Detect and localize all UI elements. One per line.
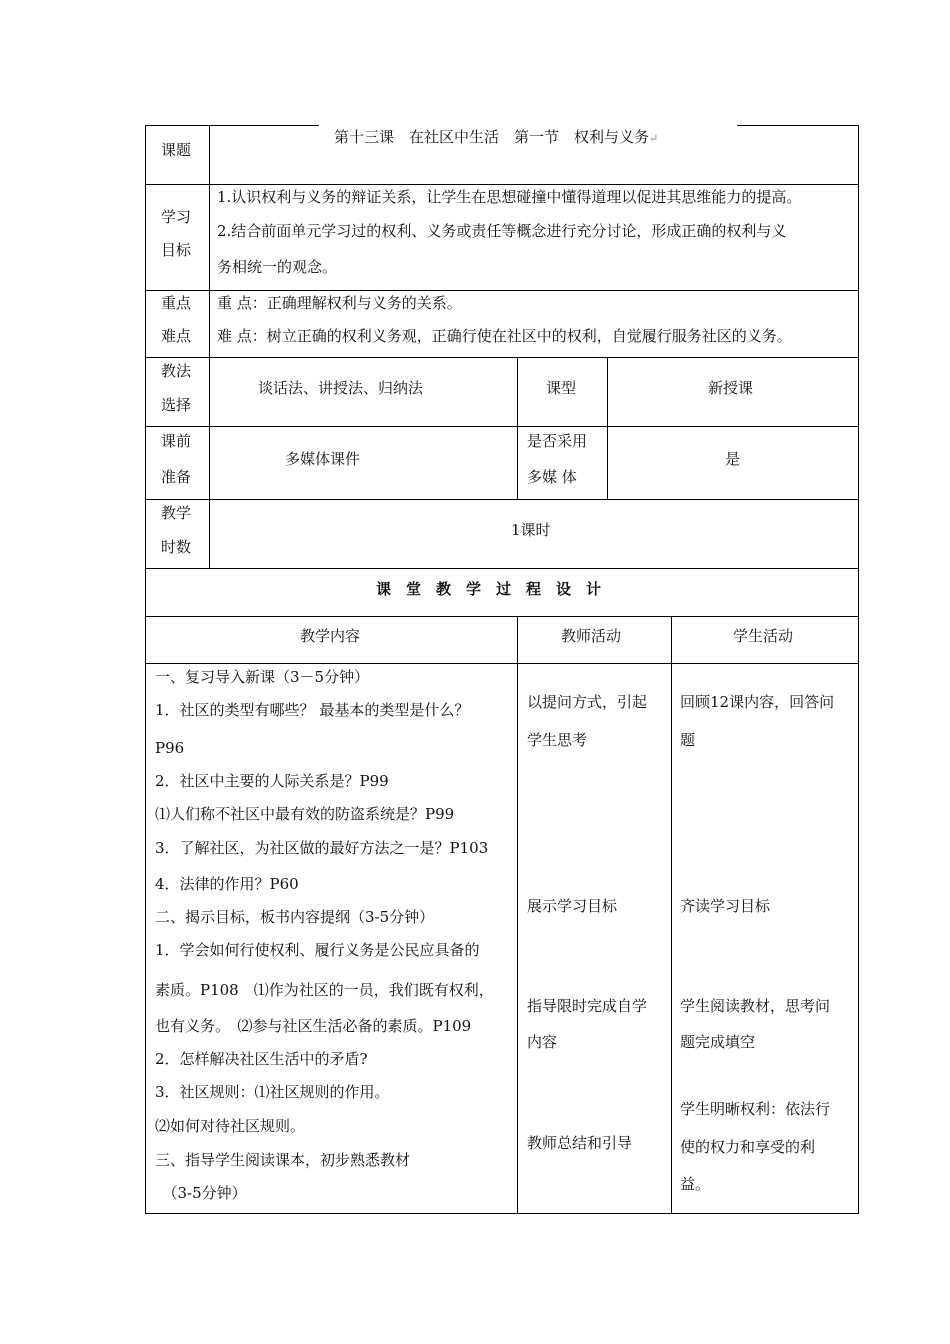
type-value: 新授课 <box>708 379 754 397</box>
student-activity-line: 学生明晰权利：依法行 <box>680 1100 831 1118</box>
content-line: 二、揭示目标，板书内容提纲（3-5分钟） <box>155 908 435 926</box>
student-activity-line: 题完成填空 <box>680 1033 756 1051</box>
content-line: 2．怎样解决社区生活中的矛盾? <box>155 1050 368 1068</box>
student-activity-line: 益。 <box>680 1175 711 1193</box>
row-divider <box>145 426 859 427</box>
row-divider <box>145 357 859 358</box>
row-divider <box>145 568 859 569</box>
student-activity-line: 学生阅读教材，思考问 <box>680 997 831 1015</box>
column-divider <box>671 616 672 1214</box>
objectives-label-line: 学习 <box>161 208 192 226</box>
content-line: 一、复习导入新课（3－5分钟） <box>155 668 370 686</box>
student-activity-line: 题 <box>680 731 696 749</box>
column-divider <box>607 357 608 500</box>
content-line: 1．社区的类型有哪些？ 最基本的类型是什么？ <box>155 701 470 719</box>
multimedia-label-line: 是否采用 <box>527 432 588 450</box>
hours-label-line: 教学 <box>161 504 192 522</box>
row-divider <box>145 616 859 617</box>
content-line: P96 <box>155 739 185 757</box>
table-top-border <box>145 125 319 126</box>
objective-line: 务相统一的观念。 <box>217 258 338 276</box>
prep-label-line: 准备 <box>161 468 192 486</box>
lesson-title <box>334 128 658 148</box>
content-line: 1．学会如何行使权利、履行义务是公民应具备的 <box>155 941 480 959</box>
teacher-activity-line: 教师总结和引导 <box>527 1134 633 1152</box>
table-left-border <box>145 125 146 1214</box>
title-label: 课题 <box>161 141 192 159</box>
content-line: 3．社区规则：⑴社区规则的作用。 <box>155 1083 390 1101</box>
teacher-activity-line: 以提问方式，引起 <box>527 693 648 711</box>
prep-label-line: 课前 <box>161 432 192 450</box>
return-mark-icon: ↵ <box>649 132 659 145</box>
content-line: 也有义务。 ⑵参与社区生活必备的素质。P109 <box>155 1017 472 1035</box>
multimedia-value: 是 <box>725 450 741 468</box>
column-divider <box>517 616 518 1214</box>
content-line: （3-5分钟） <box>155 1184 247 1202</box>
keypoints-label-line: 重点 <box>161 294 192 312</box>
row-divider <box>145 499 859 500</box>
content-line: 三、指导学生阅读课本，初步熟悉教材 <box>155 1151 411 1169</box>
teacher-activity-line: 学生思考 <box>527 731 588 749</box>
table-top-border <box>737 125 859 126</box>
col-content-header: 教学内容 <box>300 627 361 645</box>
method-label-line: 教法 <box>161 362 192 380</box>
hours-label-line: 时数 <box>161 538 192 556</box>
student-activity-line: 回顾12课内容，回答问 <box>680 693 835 711</box>
objective-line: 1.认识权利与义务的辩证关系，让学生在思想碰撞中懂得道理以促进其思维能力的提高。 <box>217 188 802 206</box>
label-column-divider <box>209 125 210 569</box>
objectives-label-line: 目标 <box>161 241 192 259</box>
row-divider <box>145 663 859 664</box>
student-activity-line: 使的权力和享受的利 <box>680 1138 816 1156</box>
row-divider <box>145 290 859 291</box>
content-line: ⑴人们称不社区中最有效的防盗系统是？P99 <box>155 805 455 823</box>
teacher-activity-line: 展示学习目标 <box>527 897 618 915</box>
keypoint-line: 难 点：树立正确的权利义务观，正确行使在社区中的权利，自觉履行服务社区的义务。 <box>217 327 792 345</box>
column-divider <box>517 357 518 500</box>
content-line: 4．法律的作用？P60 <box>155 875 299 893</box>
hours-value: 1课时 <box>511 521 551 539</box>
keypoint-line: 重 点：正确理解权利与义务的关系。 <box>217 294 462 312</box>
row-divider <box>145 184 859 185</box>
process-header: 课 堂 教 学 过 程 设 计 <box>376 580 602 598</box>
table-right-border <box>858 125 859 1214</box>
method-label-line: 选择 <box>161 396 192 414</box>
col-teacher-header: 教师活动 <box>561 627 622 645</box>
student-activity-line: 齐读学习目标 <box>680 897 771 915</box>
content-line: 3．了解社区，为社区做的最好方法之一是？P103 <box>155 839 489 857</box>
prep-value: 多媒体课件 <box>285 450 361 468</box>
content-line: ⑵如何对待社区规则。 <box>155 1117 306 1135</box>
content-line: 素质。P108 ⑴作为社区的一员，我们既有权利， <box>155 981 494 999</box>
content-line: 2．社区中主要的人际关系是？P99 <box>155 772 389 790</box>
teacher-activity-line: 指导限时完成自学 <box>527 997 648 1015</box>
objective-line: 2.结合前面单元学习过的权利、义务或责任等概念进行充分讨论，形成正确的权利与义 <box>217 222 787 240</box>
table-bottom-border <box>145 1213 859 1214</box>
keypoints-label-line: 难点 <box>161 327 192 345</box>
lesson-title-text: 第十三课 在社区中生活 第一节 权利与义务 <box>334 128 650 146</box>
teacher-activity-line: 内容 <box>527 1033 558 1051</box>
multimedia-label-line: 多媒 体 <box>527 468 577 486</box>
col-student-header: 学生活动 <box>733 627 794 645</box>
type-label: 课型 <box>546 379 577 397</box>
method-value: 谈话法、讲授法、归纳法 <box>258 379 424 397</box>
